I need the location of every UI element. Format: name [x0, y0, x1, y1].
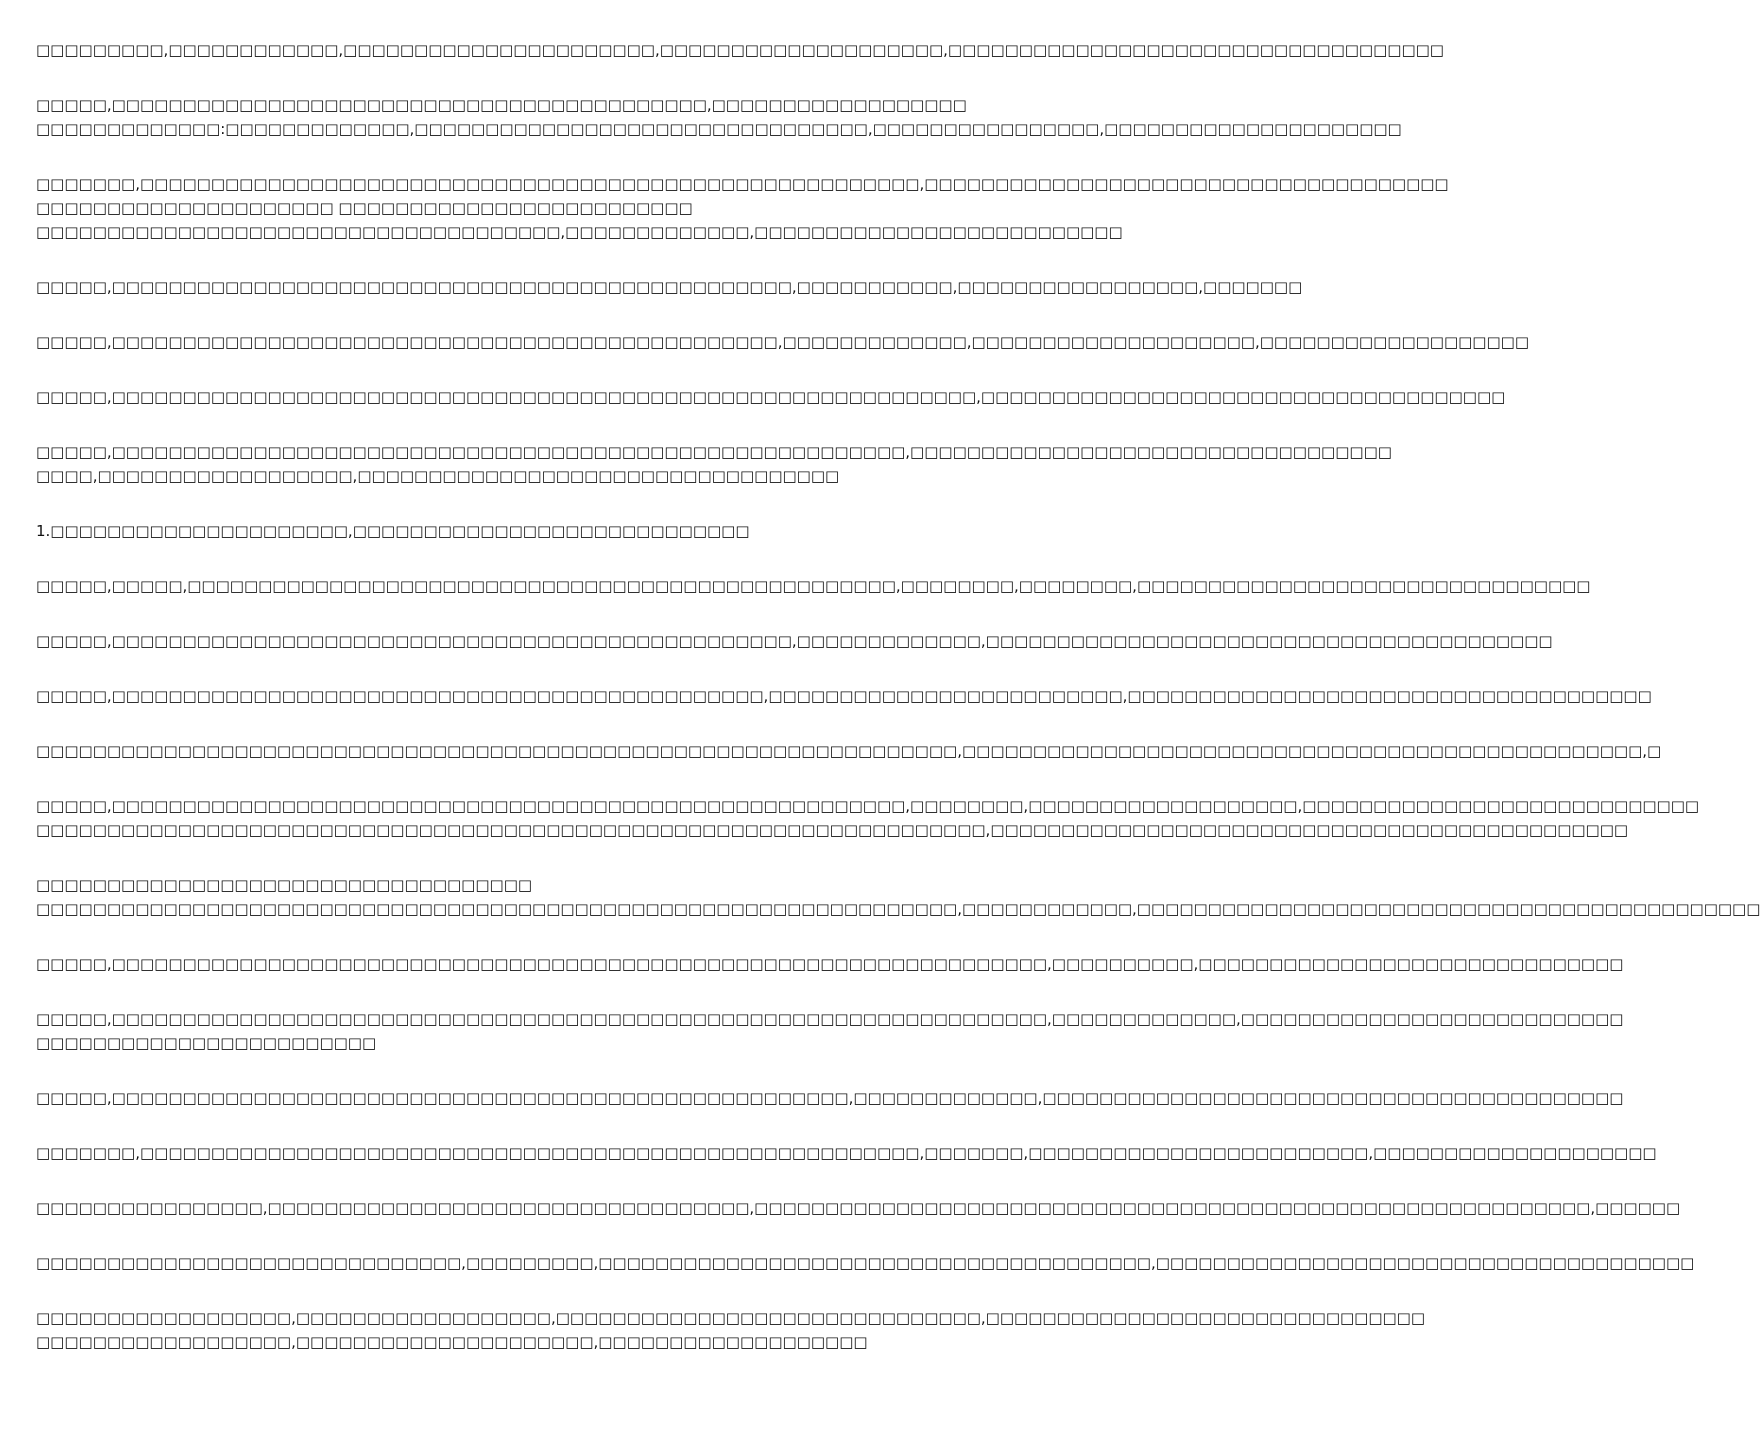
paragraph-gap	[36, 141, 990, 172]
paragraph-gap	[36, 299, 990, 330]
paragraph	[36, 275, 1303, 299]
paragraph	[36, 519, 990, 543]
text-line: □□□□□□□□□□□□□□□□□□,□□□□□□□□□□□□□□□□□□,□□□□□□□□□□□□□□□□□□□□□□□□□□□□□□,□□□□□□□□□□□□□□□□□□□□□□□□□□□□□□□	[36, 1309, 1426, 1327]
paragraph-gap	[36, 842, 990, 873]
paragraph-gap	[36, 1055, 990, 1086]
text-line: □□□□□,□□□□□□□□□□□□□□□□□□□□□□□□□□□□□□□□□□□□□□□□□□□□□□□□□□□□,□□□□□□□□□□□□□,□□□□□□□□□□□□□□□□□□□□□□□□□□□□□□□□□□□□□□□□□	[36, 1089, 1624, 1107]
paragraph	[36, 1251, 1695, 1275]
paragraph	[36, 794, 1700, 842]
paragraph	[36, 1086, 1624, 1110]
text-line: □□□□□,□□□□□□□□□□□□□□□□□□□□□□□□□□□□□□□□□□□□□□□□□□□□□□□□□□□□□□□□,□□□□□□□□□□□□□□□□□□□□□□□□□□□□□□□□□□	[36, 443, 1392, 461]
paragraph-gap	[36, 409, 990, 440]
text-line: □□□□□□□□□□□□□□□□□□,□□□□□□□□□□□□□□□□□□□□□,□□□□□□□□□□□□□□□□□□□	[36, 1333, 868, 1351]
paragraph-gap	[36, 1165, 990, 1196]
paragraph	[36, 739, 1662, 763]
paragraph-gap	[36, 62, 990, 93]
paragraph	[36, 93, 1402, 141]
paragraph	[36, 684, 1652, 708]
text-line: □□□□□□□□□□□□□□□□□□□□□□□□□□□□□□□□□□□□□□□□□□□□□□□□□□□□□□□□□□□□□□□□□,□□□□□□□□□□□□,□□□□□□□□□□□□□□□□□□□□□□□□□□□□□□□□□□□□□□□□□□□□	[36, 900, 1760, 918]
text-line: □□□□□,□□□□□□□□□□□□□□□□□□□□□□□□□□□□□□□□□□□□□□□□□□□□□□,□□□□□□□□□□□□□□□□□□□□□□□□□,□□□□□□□□□□□□□□□□□□□□□□□□□□□□□□□□□□□□□	[36, 687, 1652, 705]
text-line: □□□□□□□□□□□□□□□□□□□□□ □□□□□□□□□□□□□□□□□□□□□□□□□	[36, 199, 693, 217]
text-line: □□□□□□□□□□□□□□□□□□□□□□□□	[36, 1034, 377, 1052]
text-line: □□□□□,□□□□□□□□□□□□□□□□□□□□□□□□□□□□□□□□□□□□□□□□□□□□□□□□,□□□□□□□□□□□,□□□□□□□□□□□□□□□□□,□□□□□□□	[36, 278, 1303, 296]
text-line: □□□□□□□□□□□□□□□□□□□□□□□□□□□□□□□□□□□□□,□□□□□□□□□□□□□,□□□□□□□□□□□□□□□□□□□□□□□□□□	[36, 223, 1123, 241]
paragraph-gap	[36, 976, 990, 1007]
text-line: □□□□□,□□□□□□□□□□□□□□□□□□□□□□□□□□□□□□□□□□□□□□□□□□□□□□□□□□□□□□□□□□□□□,□□□□□□□□□□□□□□□□□□□□□□□□□□□□□□□□□□□□□	[36, 388, 1506, 406]
paragraph-gap	[36, 1275, 990, 1306]
text-line: □□□□□□□□□□□□□□□□□□□□□□□□□□□□□□□□□□□□□□□□□□□□□□□□□□□□□□□□□□□□□□□□□□□,□□□□□□□□□□□□□□□□□□□□□□□□□□□□□□□□□□□□□□□□□□□□□	[36, 821, 1629, 839]
text-line: □□□□□□□□□□□□□□□□,□□□□□□□□□□□□□□□□□□□□□□□□□□□□□□□□□□,□□□□□□□□□□□□□□□□□□□□□□□□□□□□□□□□□□□□□□□□□□□□□□□□□□□□□□□□□□□,□□□□□□	[36, 1199, 1681, 1217]
document-body	[36, 38, 1760, 1354]
paragraph-gap	[36, 488, 990, 519]
text-line: □□□□□□□□□□□□□□□□□□□□□□□□□□□□□□□□□□□	[36, 876, 533, 894]
text-line: □□□□□,□□□□□□□□□□□□□□□□□□□□□□□□□□□□□□□□□□□□□□□□□□□□□□□□□□□□□□□□,□□□□□□□□,□□□□□□□□□□□□□□□□□□□,□□□□□□□□□□□□□□□□□□□□□□□□□□□□	[36, 797, 1700, 815]
paragraph-gap	[36, 1220, 990, 1251]
text-line: □□□□□□□,□□□□□□□□□□□□□□□□□□□□□□□□□□□□□□□□□□□□□□□□□□□□□□□□□□□□□□□,□□□□□□□,□□□□□□□□□□□□□□□□□□□□□□□□,□□□□□□□□□□□□□□□□□□□□	[36, 1144, 1657, 1162]
paragraph	[36, 952, 1624, 976]
paragraph-gap	[36, 244, 990, 275]
text-line: □□□□□,□□□□□□□□□□□□□□□□□□□□□□□□□□□□□□□□□□□□□□□□□□,□□□□□□□□□□□□□□□□□□	[36, 96, 967, 114]
paragraph	[36, 574, 1591, 598]
text-line: □□□□□□□□□□□□□□□□□□□□□□□□□□□□□□,□□□□□□□□□,□□□□□□□□□□□□□□□□□□□□□□□□□□□□□□□□□□□□□□□,□□□□□□□□□□□□□□□□□□□□□□□□□□□□□□□□□□□□□□	[36, 1254, 1695, 1272]
paragraph	[36, 873, 1760, 921]
text-line: □□□□□,□□□□□,□□□□□□□□□□□□□□□□□□□□□□□□□□□□□□□□□□□□□□□□□□□□□□□□□□,□□□□□□□□,□□□□□□□□,□□□□□□□□□□□□□□□□□□□□□□□□□□□□□□□□	[36, 577, 1591, 595]
paragraph-gap	[36, 598, 990, 629]
paragraph	[36, 1141, 1657, 1165]
paragraph	[36, 385, 1506, 409]
text-line: □□□□□□□□□,□□□□□□□□□□□□,□□□□□□□□□□□□□□□□□□□□□□,□□□□□□□□□□□□□□□□□□□□,□□□□□□□□□□□□□□□□□□□□□□□□□□□□□□□□□□□	[36, 41, 1444, 59]
paragraph-gap	[36, 354, 990, 385]
paragraph	[36, 629, 1553, 653]
paragraph	[36, 172, 1449, 244]
text-line: □□□□□,□□□□□□□□□□□□□□□□□□□□□□□□□□□□□□□□□□□□□□□□□□□□□□□□□□□□□□□□□□□□□□□□□□,□□□□□□□□□□□□□,□□□□□□□□□□□□□□□□□□□□□□□□□□□	[36, 1010, 1624, 1028]
paragraph-gap	[36, 543, 990, 574]
paragraph	[36, 38, 1444, 62]
text-line: □□□□□□□,□□□□□□□□□□□□□□□□□□□□□□□□□□□□□□□□□□□□□□□□□□□□□□□□□□□□□□□,□□□□□□□□□□□□□□□□□□□□□□□□□□□□□□□□□□□□□	[36, 175, 1449, 193]
paragraph	[36, 330, 1529, 354]
text-line: □□□□□□□□□□□□□:□□□□□□□□□□□□□,□□□□□□□□□□□□□□□□□□□□□□□□□□□□□□□□,□□□□□□□□□□□□□□□□,□□□□□□□□□□□□□□□□□□□□□	[36, 120, 1402, 138]
paragraph	[36, 440, 1392, 488]
text-line: □□□□□,□□□□□□□□□□□□□□□□□□□□□□□□□□□□□□□□□□□□□□□□□□□□□□□□□□□□□□□□□□□□□□□□□□,□□□□□□□□□□,□□□□□□□□□□□□□□□□□□□□□□□□□□□□□□	[36, 955, 1624, 973]
text-line: □□□□,□□□□□□□□□□□□□□□□□□,□□□□□□□□□□□□□□□□□□□□□□□□□□□□□□□□□□	[36, 467, 840, 485]
paragraph-gap	[36, 708, 990, 739]
text-line: 1.□□□□□□□□□□□□□□□□□□□□□,□□□□□□□□□□□□□□□□□□□□□□□□□□□□	[36, 522, 750, 540]
paragraph	[36, 1306, 1426, 1354]
paragraph-gap	[36, 921, 990, 952]
paragraph	[36, 1007, 1624, 1055]
paragraph-gap	[36, 653, 990, 684]
paragraph	[36, 1196, 1681, 1220]
text-line: □□□□□□□□□□□□□□□□□□□□□□□□□□□□□□□□□□□□□□□□□□□□□□□□□□□□□□□□□□□□□□□□□,□□□□□□□□□□□□□□□□□□□□□□□□□□□□□□□□□□□□□□□□□□□□□□□□,□	[36, 742, 1662, 760]
paragraph-gap	[36, 763, 990, 794]
paragraph-gap	[36, 1110, 990, 1141]
text-line: □□□□□,□□□□□□□□□□□□□□□□□□□□□□□□□□□□□□□□□□□□□□□□□□□□□□□,□□□□□□□□□□□□□,□□□□□□□□□□□□□□□□□□□□,□□□□□□□□□□□□□□□□□□□	[36, 333, 1529, 351]
text-line: □□□□□,□□□□□□□□□□□□□□□□□□□□□□□□□□□□□□□□□□□□□□□□□□□□□□□□,□□□□□□□□□□□□□,□□□□□□□□□□□□□□□□□□□□□□□□□□□□□□□□□□□□□□□□	[36, 632, 1553, 650]
